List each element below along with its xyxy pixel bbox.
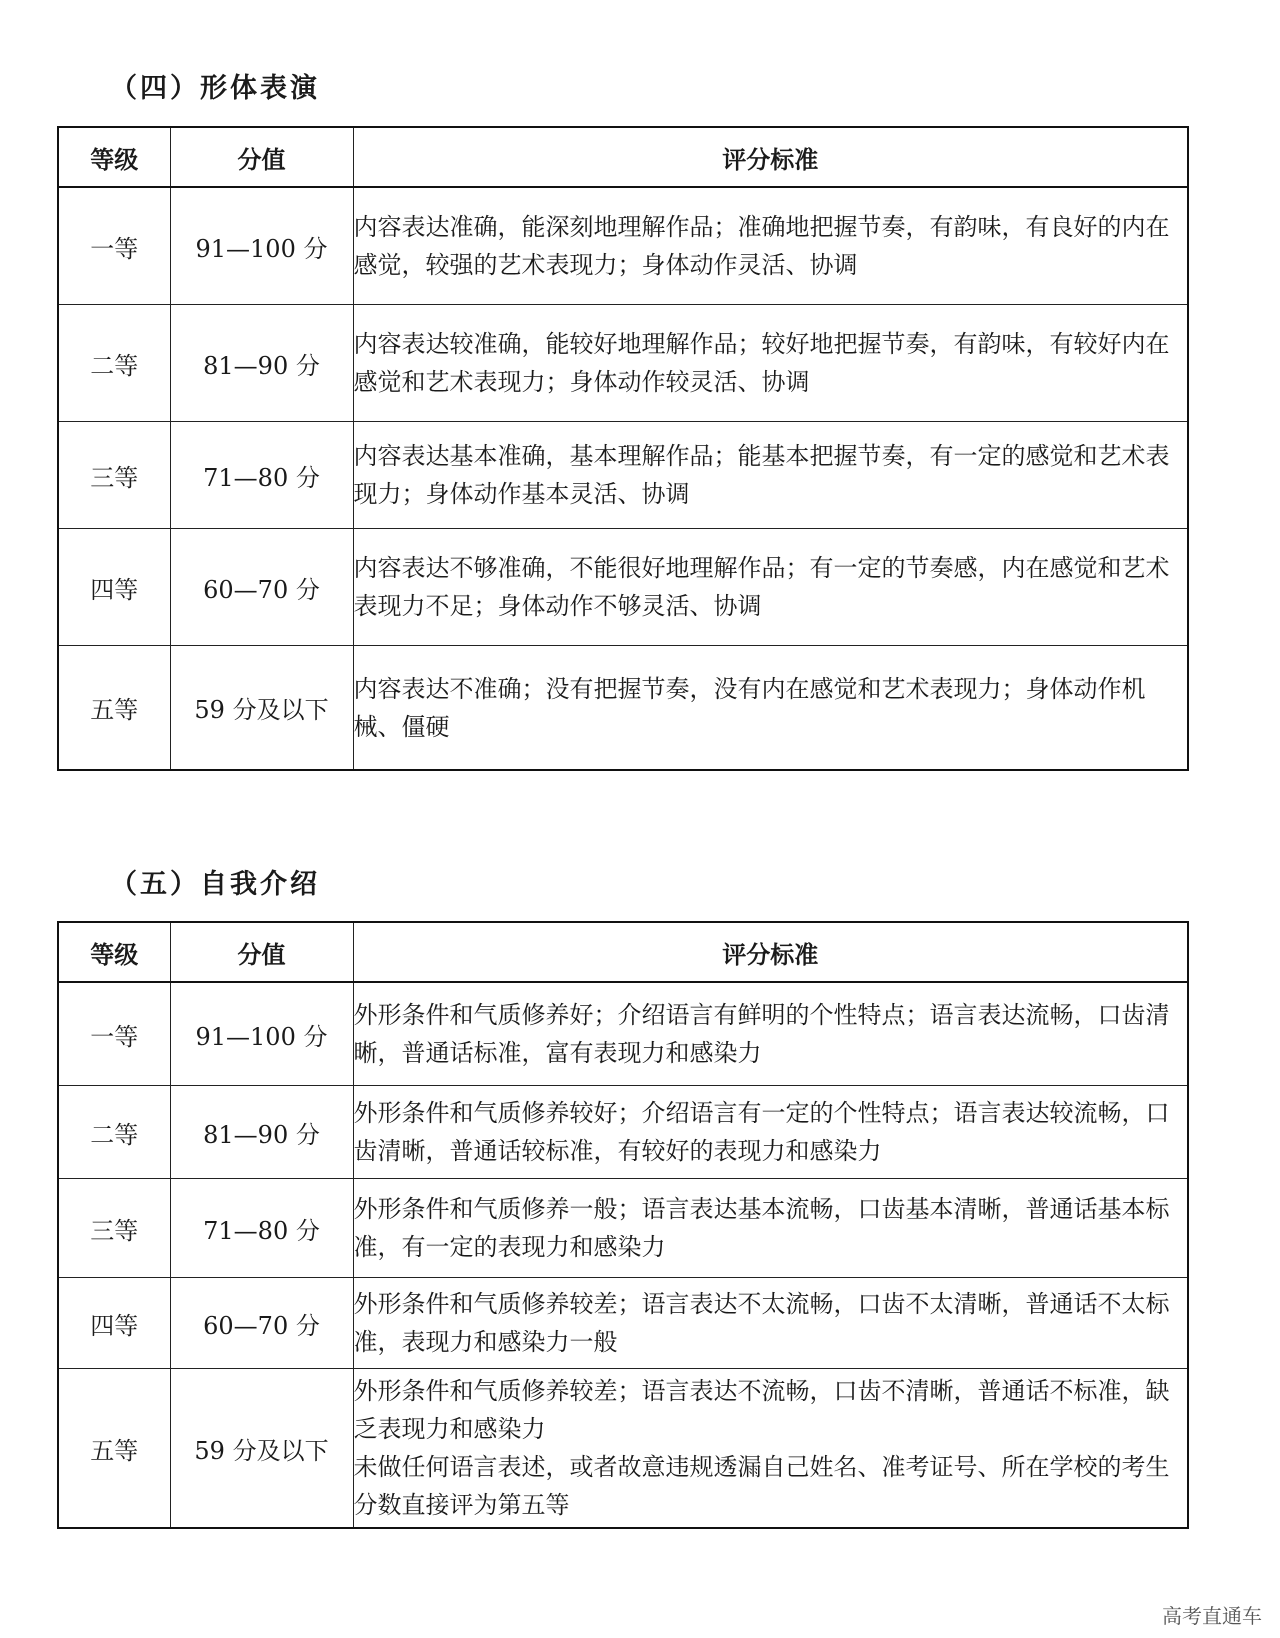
score-cell: 91—100 分: [170, 187, 353, 305]
table-row: [58, 982, 1188, 1086]
grade-cell: 一等: [58, 187, 170, 305]
criteria-text: 外形条件和气质修养较差；语言表达不流畅，口齿不清晰，普通话不标准，缺乏表现力和感染力: [353, 1377, 1170, 1443]
table-row: [58, 187, 1188, 305]
header-grade: 等级: [58, 922, 170, 982]
criteria-text: 内容表达准确，能深刻地理解作品；准确地把握节奏，有韵味，有良好的内在感觉，较强的艺术表现力；身体动作灵活、协调: [353, 213, 1170, 279]
criteria-text: 内容表达较准确，能较好地理解作品；较好地把握节奏，有韵味，有较好内在感觉和艺术表现力；身体动作较灵活、协调: [353, 330, 1170, 396]
grade-cell: 四等: [58, 1278, 170, 1369]
criteria-cell: [353, 1369, 1188, 1529]
table-row: [58, 1179, 1188, 1278]
section-title-self-introduction: （五）自我介绍: [110, 869, 320, 900]
header-score: 分值: [170, 922, 353, 982]
criteria-cell: [353, 422, 1188, 529]
score-cell: 59 分及以下: [170, 1369, 353, 1529]
header-grade: 等级: [58, 127, 170, 187]
header-score: 分值: [170, 127, 353, 187]
section-title-body-performance: （四）形体表演: [110, 73, 320, 104]
score-cell: 60—70 分: [170, 529, 353, 646]
score-cell: 59 分及以下: [170, 646, 353, 771]
header-criteria: 评分标准: [353, 127, 1188, 187]
criteria-cell: [353, 1086, 1188, 1179]
criteria-cell: [353, 187, 1188, 305]
score-cell: 71—80 分: [170, 422, 353, 529]
grade-cell: 三等: [58, 1179, 170, 1278]
criteria-cell: [353, 646, 1188, 771]
grade-cell: 一等: [58, 982, 170, 1086]
grade-cell: 五等: [58, 646, 170, 771]
table-header-row: [58, 127, 1188, 187]
score-cell: 81—90 分: [170, 305, 353, 422]
header-criteria: 评分标准: [353, 922, 1188, 982]
criteria-cell: [353, 305, 1188, 422]
score-cell: 81—90 分: [170, 1086, 353, 1179]
table-row: [58, 646, 1188, 771]
score-cell: 91—100 分: [170, 982, 353, 1086]
grade-cell: 二等: [58, 1086, 170, 1179]
criteria-text: 外形条件和气质修养好；介绍语言有鲜明的个性特点；语言表达流畅，口齿清晰，普通话标准，富有表现力和感染力: [353, 1001, 1170, 1067]
table-row: [58, 422, 1188, 529]
score-cell: 71—80 分: [170, 1179, 353, 1278]
criteria-text: 内容表达不准确；没有把握节奏，没有内在感觉和艺术表现力；身体动作机械、僵硬: [353, 674, 1146, 741]
body-performance-grading-table: [57, 126, 1189, 771]
criteria-cell: [353, 1179, 1188, 1278]
criteria-text: 外形条件和气质修养较差；语言表达不太流畅，口齿不太清晰，普通话不太标准，表现力和感染力一般: [353, 1290, 1170, 1356]
criteria-text: 外形条件和气质修养较好；介绍语言有一定的个性特点；语言表达较流畅，口齿清晰，普通话较标准，有较好的表现力和感染力: [353, 1099, 1170, 1165]
grade-cell: 五等: [58, 1369, 170, 1529]
criteria-cell: [353, 1278, 1188, 1369]
table-row: [58, 1278, 1188, 1369]
self-introduction-grading-table: [57, 921, 1189, 1529]
grade-cell: 二等: [58, 305, 170, 422]
criteria-cell: [353, 982, 1188, 1086]
table-row: [58, 529, 1188, 646]
criteria-text: 未做任何语言表述，或者故意违规透漏自己姓名、准考证号、所在学校的考生分数直接评为第五等: [353, 1453, 1170, 1519]
grade-cell: 四等: [58, 529, 170, 646]
table-row: [58, 1369, 1188, 1529]
criteria-text: 内容表达基本准确，基本理解作品；能基本把握节奏，有一定的感觉和艺术表现力；身体动作基本灵活、协调: [353, 442, 1170, 508]
table-row: [58, 305, 1188, 422]
grade-cell: 三等: [58, 422, 170, 529]
table-row: [58, 1086, 1188, 1179]
criteria-cell: [353, 529, 1188, 646]
criteria-text: 内容表达不够准确，不能很好地理解作品；有一定的节奏感，内在感觉和艺术表现力不足；身体动作不够灵活、协调: [353, 554, 1170, 620]
score-cell: 60—70 分: [170, 1278, 353, 1369]
criteria-text: 外形条件和气质修养一般；语言表达基本流畅，口齿基本清晰，普通话基本标准，有一定的表现力和感染力: [353, 1195, 1170, 1261]
watermark-text: 高考直通车: [1162, 1604, 1262, 1628]
table-header-row: [58, 922, 1188, 982]
